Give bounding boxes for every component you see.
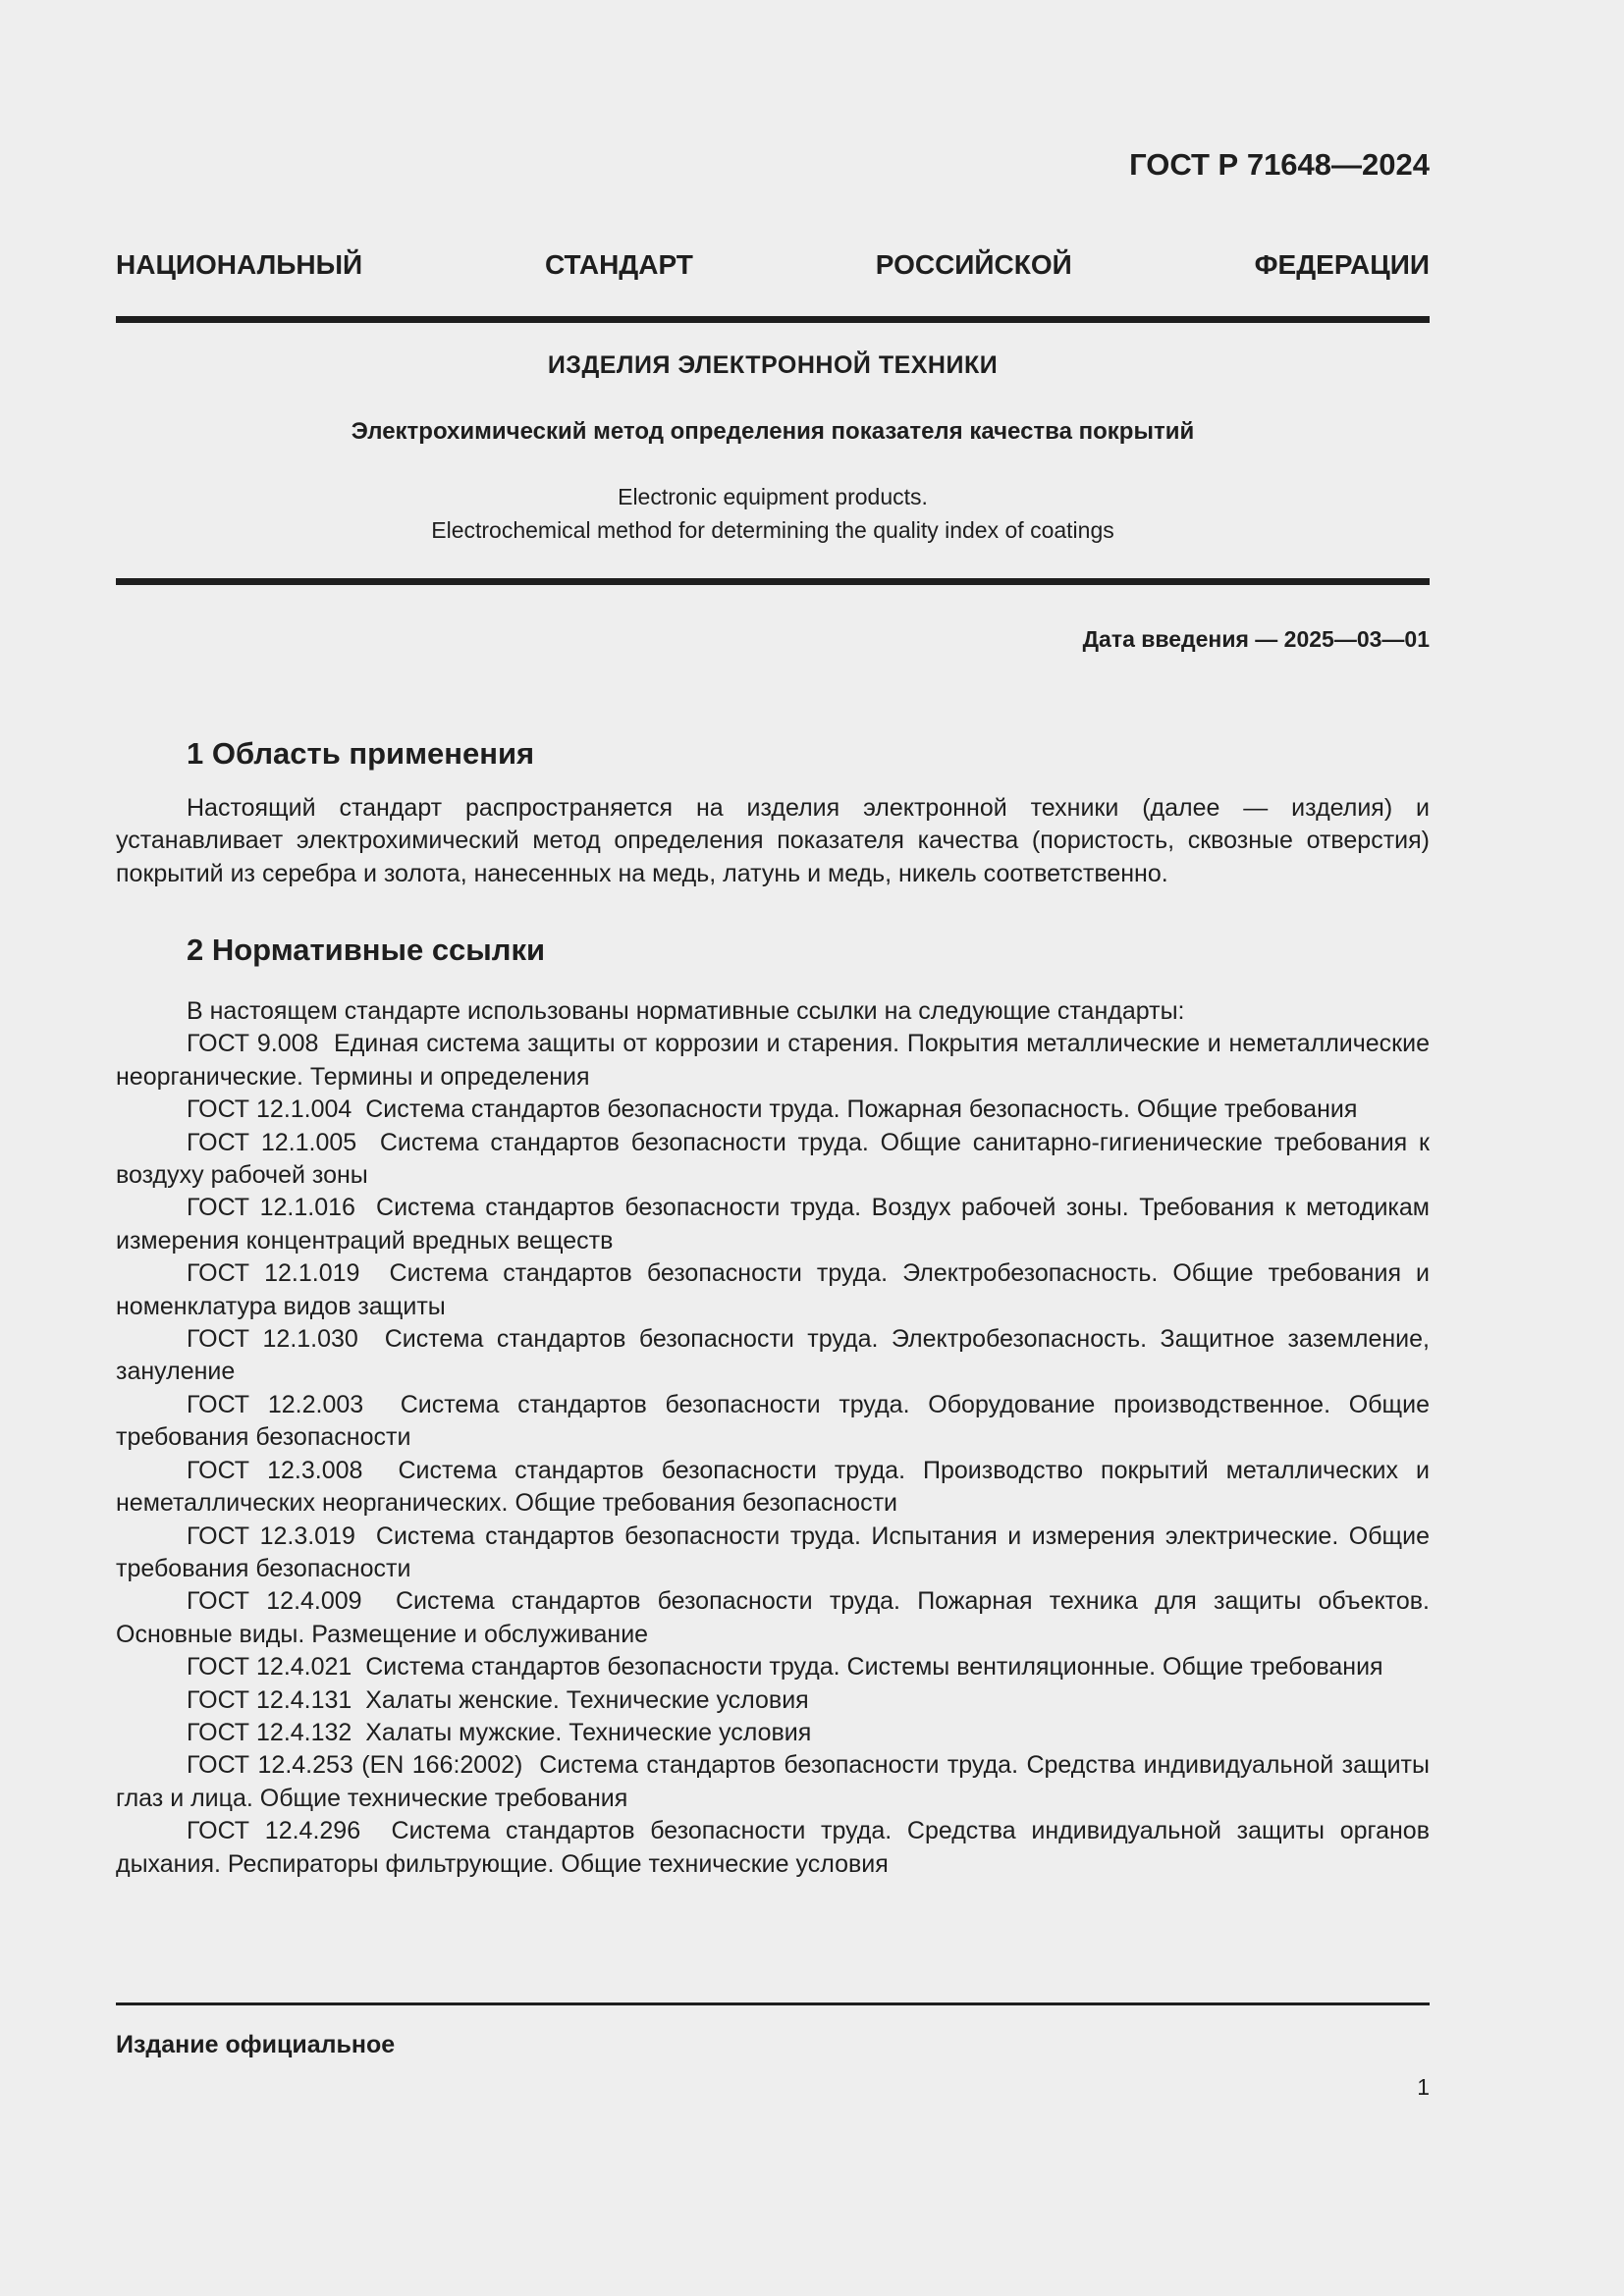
title-bottom-rule	[116, 578, 1430, 585]
section-2-heading: 2 Нормативные ссылки	[187, 933, 546, 967]
reference-title: Халаты женские. Технические условия	[365, 1685, 809, 1714]
paragraph: В настоящем стандарте использованы нормативные ссылки на следующие стандарты:	[187, 997, 1185, 1025]
page-number: 1	[1417, 2074, 1430, 2100]
paragraph: Настоящий стандарт распространяется на изделия электронной техники (далее — изделия) и устанавливает электрохимический метод определения показателя качества (пористость, сквозные отверстия) покрытий из серебра и золота, нанесенных на медь, латунь и медь, никель соответственно.	[116, 794, 1430, 887]
reference-item	[116, 1651, 1430, 1683]
reference-code: ГОСТ 12.4.009	[187, 1587, 362, 1616]
reference-title: Система стандартов безопасности труда. Электробезопасность. Общие требования и номенклатура видов защиты	[116, 1259, 1430, 1320]
reference-code: ГОСТ 12.1.030	[187, 1325, 358, 1354]
reference-item	[116, 1192, 1430, 1257]
english-title	[116, 480, 1430, 547]
reference-item	[116, 1028, 1430, 1094]
reference-title: Система стандартов безопасности труда. Пожарная безопасность. Общие требования	[365, 1095, 1358, 1124]
national-standard-banner	[116, 249, 1430, 281]
reference-code: ГОСТ 12.1.019	[187, 1259, 360, 1288]
introduction-date: Дата введения — 2025—03—01	[1082, 626, 1430, 652]
reference-item	[116, 1585, 1430, 1651]
official-edition-label: Издание официальное	[116, 2031, 396, 2058]
reference-code: ГОСТ 12.3.008	[187, 1456, 363, 1484]
reference-code: ГОСТ 12.2.003	[187, 1390, 364, 1418]
reference-code: ГОСТ 12.1.016	[187, 1194, 355, 1222]
reference-code: ГОСТ 12.4.021	[187, 1653, 352, 1682]
banner-word: НАЦИОНАЛЬНЫЙ	[116, 249, 363, 280]
title-top-rule	[116, 316, 1430, 323]
reference-title: Система стандартов безопасности труда. Испытания и измерения электрические. Общие требования безопасности	[116, 1522, 1430, 1582]
reference-item	[116, 1257, 1430, 1323]
reference-title: Система стандартов безопасности труда. Системы вентиляционные. Общие требования	[365, 1653, 1383, 1682]
footer-rule	[116, 2002, 1430, 2005]
english-title-line: Electrochemical method for determining the quality index of coatings	[431, 517, 1114, 543]
section-1-body	[116, 792, 1430, 890]
reference-item	[116, 1521, 1430, 1586]
reference-title: Система стандартов безопасности труда. Оборудование производственное. Общие требования безопасности	[116, 1390, 1430, 1452]
reference-item	[116, 1323, 1430, 1389]
reference-title: Система стандартов безопасности труда. Средства индивидуальной защиты глаз и лица. Общие технические требования	[116, 1751, 1430, 1812]
reference-item	[116, 1684, 1430, 1717]
reference-code: ГОСТ 12.4.131	[187, 1685, 352, 1714]
reference-title: Система стандартов безопасности труда. Пожарная техника для защиты объектов. Основные виды. Размещение и обслуживание	[116, 1587, 1430, 1648]
reference-code: ГОСТ 12.4.296	[187, 1817, 361, 1845]
banner-word: ФЕДЕРАЦИИ	[1254, 249, 1430, 280]
reference-code: ГОСТ 9.008	[187, 1030, 319, 1058]
document-title: ИЗДЕЛИЯ ЭЛЕКТРОННОЙ ТЕХНИКИ	[547, 351, 999, 379]
document-number: ГОСТ Р 71648—2024	[1129, 147, 1430, 182]
reference-code: ГОСТ 12.4.253 (EN 166:2002)	[187, 1751, 523, 1780]
reference-item	[116, 1717, 1430, 1749]
english-title-line: Electronic equipment products.	[618, 484, 928, 509]
reference-title: Система стандартов безопасности труда. Воздух рабочей зоны. Требования к методикам измерения концентраций вредных веществ	[116, 1194, 1430, 1255]
section-2-body	[116, 995, 1430, 1881]
reference-title: Система стандартов безопасности труда. Электробезопасность. Защитное заземление, зануление	[116, 1325, 1430, 1386]
reference-code: ГОСТ 12.3.019	[187, 1522, 355, 1550]
reference-title: Халаты мужские. Технические условия	[365, 1718, 812, 1746]
banner-word: СТАНДАРТ	[545, 249, 693, 280]
reference-title: Система стандартов безопасности труда. Общие санитарно-гигиенические требования к воздуху рабочей зоны	[116, 1128, 1430, 1190]
reference-title: Система стандартов безопасности труда. Средства индивидуальной защиты органов дыхания. Респираторы фильтрующие. Общие технические условия	[116, 1817, 1430, 1878]
reference-code: ГОСТ 12.1.005	[187, 1128, 357, 1156]
document-subtitle: Электрохимический метод определения показателя качества покрытий	[351, 418, 1195, 445]
reference-title: Система стандартов безопасности труда. Производство покрытий металлических и неметаллических неорганических. Общие требования безопасности	[116, 1456, 1430, 1518]
reference-item	[116, 1455, 1430, 1521]
reference-code: ГОСТ 12.4.132	[187, 1718, 352, 1746]
reference-item	[116, 1749, 1430, 1815]
reference-list	[116, 1028, 1430, 1881]
reference-code: ГОСТ 12.1.004	[187, 1095, 352, 1124]
section-1-heading: 1 Область применения	[187, 736, 535, 771]
banner-word: РОССИЙСКОЙ	[875, 249, 1072, 280]
reference-item	[116, 1127, 1430, 1193]
reference-item	[116, 1094, 1430, 1126]
reference-item	[116, 1389, 1430, 1455]
reference-title: Единая система защиты от коррозии и старения. Покрытия металлические и неметаллические неорганические. Термины и определения	[116, 1030, 1430, 1091]
reference-item	[116, 1815, 1430, 1881]
